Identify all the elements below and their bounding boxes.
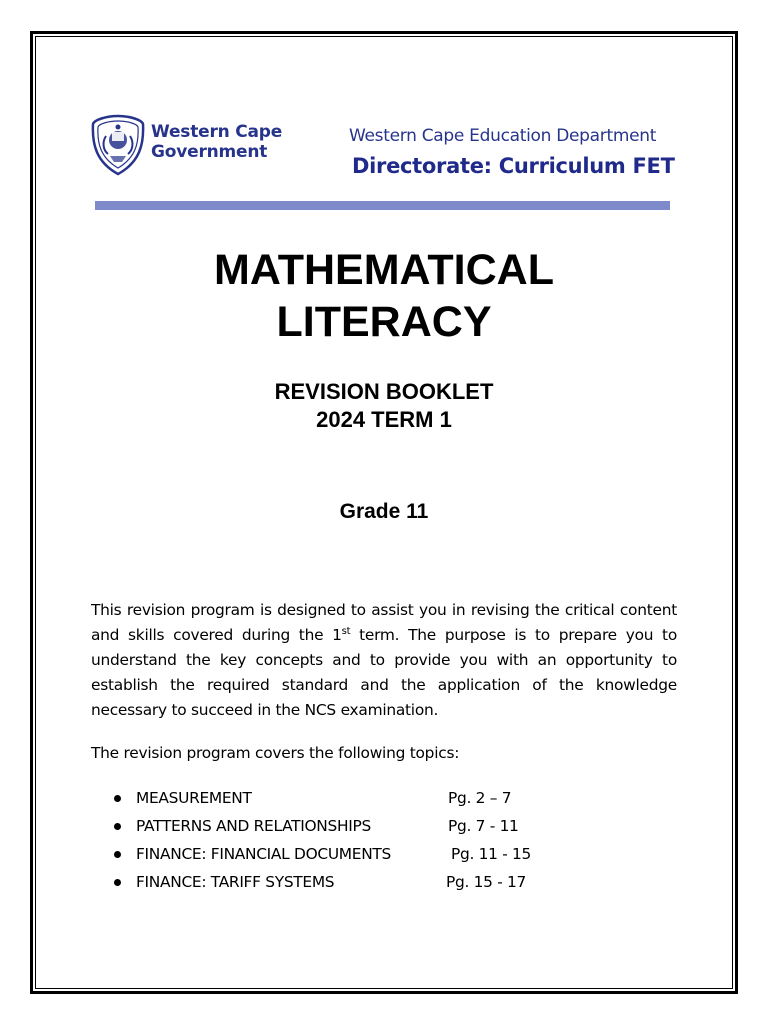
title-line1: MATHEMATICAL [214,246,554,294]
subtitle-line2: 2024 TERM 1 [316,407,452,432]
bullet-icon [114,823,121,830]
logo-text-line2: Government [151,142,268,162]
topic-name: PATTERNS AND RELATIONSHIPS [136,817,371,835]
topic-pages: Pg. 15 - 17 [446,873,527,891]
topics-intro: The revision program covers the following topics: [91,744,460,762]
topic-pages: Pg. 7 - 11 [448,817,519,835]
topic-name: FINANCE: TARIFF SYSTEMS [136,873,335,891]
grade-label: Grade 11 [339,500,429,523]
department-name: Western Cape Education Department [349,126,657,146]
bullet-icon [114,879,121,886]
directorate-name: Directorate: Curriculum FET [352,154,675,178]
logo-text-line1: Western Cape [151,122,283,142]
bullet-icon [114,795,121,802]
topic-pages: Pg. 2 – 7 [448,789,512,807]
topic-name: MEASUREMENT [136,789,252,807]
topic-pages: Pg. 11 - 15 [451,845,532,863]
ordinal-suffix: st [341,625,351,637]
booklet-subtitle [0,378,768,434]
bullet-icon [114,851,121,858]
subtitle-line1: REVISION BOOKLET [274,379,494,404]
intro-paragraph [91,598,677,723]
page-title [0,244,768,348]
coat-of-arms-icon [90,114,146,176]
header-divider [95,201,670,210]
intro-text-end: term. The purpose is to prepare you to understand the key concepts and to provide you with an opportunity to establish the required standard and the application of the knowledge necessary to succeed in the NCS examination. [91,626,678,719]
government-logo-text [151,122,282,162]
topic-name: FINANCE: FINANCIAL DOCUMENTS [136,845,391,863]
title-line2: LITERACY [276,298,492,346]
intro-text-start: This revision program is designed to assist you in revising the critical content and skills covered during the 1 [91,601,677,644]
